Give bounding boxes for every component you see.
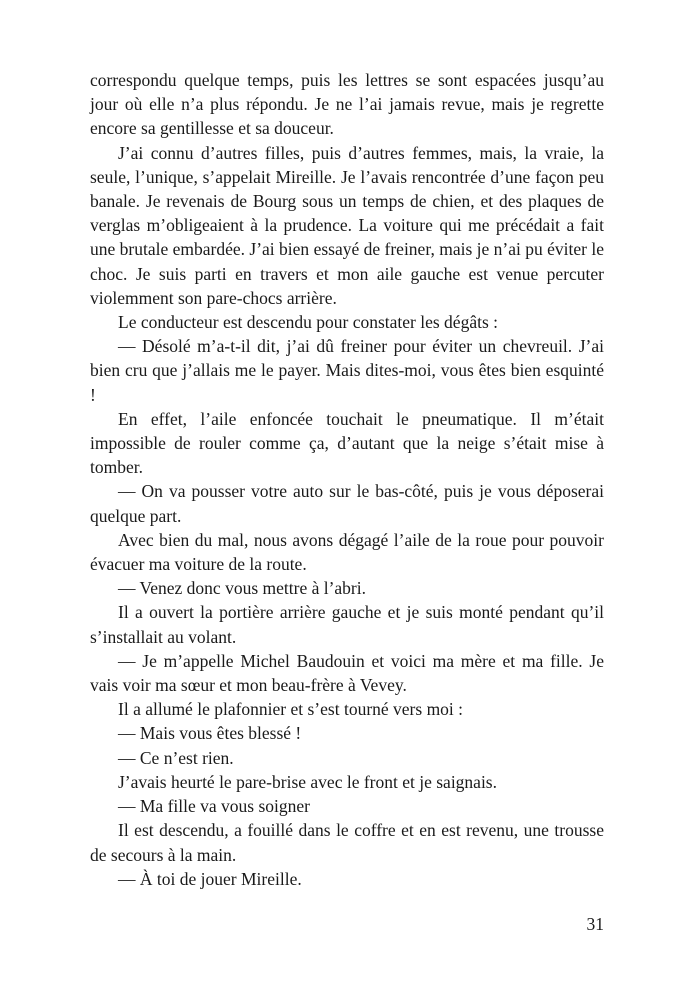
paragraph-8: — Venez donc vous mettre à l’abri. (118, 578, 366, 599)
paragraph-13: — Ce n’est rien. (118, 747, 234, 768)
paragraph-16: Il est descendu, a fouillé dans le coffre et en est revenu, une trousse de secours à la main. (90, 820, 604, 865)
paragraph-17: — À toi de jouer Mireille. (118, 868, 302, 889)
page-number: 31 (586, 914, 604, 934)
paragraph-11: Il a allumé le plafonnier et s’est tourné vers moi : (118, 699, 464, 720)
paragraph-6: — On va pousser votre auto sur le bas-côté, puis je vous déposerai quelque part. (90, 481, 604, 526)
paragraph-14: J’avais heurté le pare-brise avec le front et je saignais. (118, 771, 497, 792)
paragraph-15: — Ma fille va vous soigner (118, 796, 310, 817)
paragraph-12: — Mais vous êtes blessé ! (118, 723, 302, 744)
paragraph-1: correspondu quelque temps, puis les lettres se sont espacées jusqu’au jour où elle n’a plus répondu. Je ne l’ai jamais revue, mais je regrette encore sa gentillesse et sa douceur. (90, 70, 604, 139)
paragraph-2: J’ai connu d’autres filles, puis d’autres femmes, mais, la vraie, la seule, l’unique, s’appelait Mireille. Je l’avais rencontrée d’une façon peu banale. Je revenais de Bourg sous un temps de chien, et des plaques de verglas m’obligeaient à la prudence. La voiture qui me précédait a fait une brutale embardée. J’ai bien essayé de freiner, mais je n’ai pu éviter le choc. Je suis parti en travers et mon aile gauche est venue percuter violemment son pare-chocs arrière. (90, 142, 604, 308)
paragraph-10: — Je m’appelle Michel Baudouin et voici ma mère et ma fille. Je vais voir ma sœur et mon beau-frère à Vevey. (90, 650, 604, 696)
paragraph-3: Le conducteur est descendu pour constater les dégâts : (118, 312, 499, 333)
paragraph-9: Il a ouvert la portière arrière gauche et je suis monté pendant qu’il s’installait au volant. (90, 602, 604, 647)
body-text (90, 68, 604, 891)
paragraph-4: — Désolé m’a-t-il dit, j’ai dû freiner pour éviter un chevreuil. J’ai bien cru que j’allais me le payer. Mais dites-moi, vous êtes bien esquinté ! (90, 336, 604, 405)
paragraph-5: En effet, l’aile enfoncée touchait le pneumatique. Il m’était impossible de rouler comme ça, d’autant que la neige s’était mise à tomber. (90, 408, 604, 478)
paragraph-7: Avec bien du mal, nous avons dégagé l’aile de la roue pour pouvoir évacuer ma voiture de la route. (90, 529, 604, 575)
